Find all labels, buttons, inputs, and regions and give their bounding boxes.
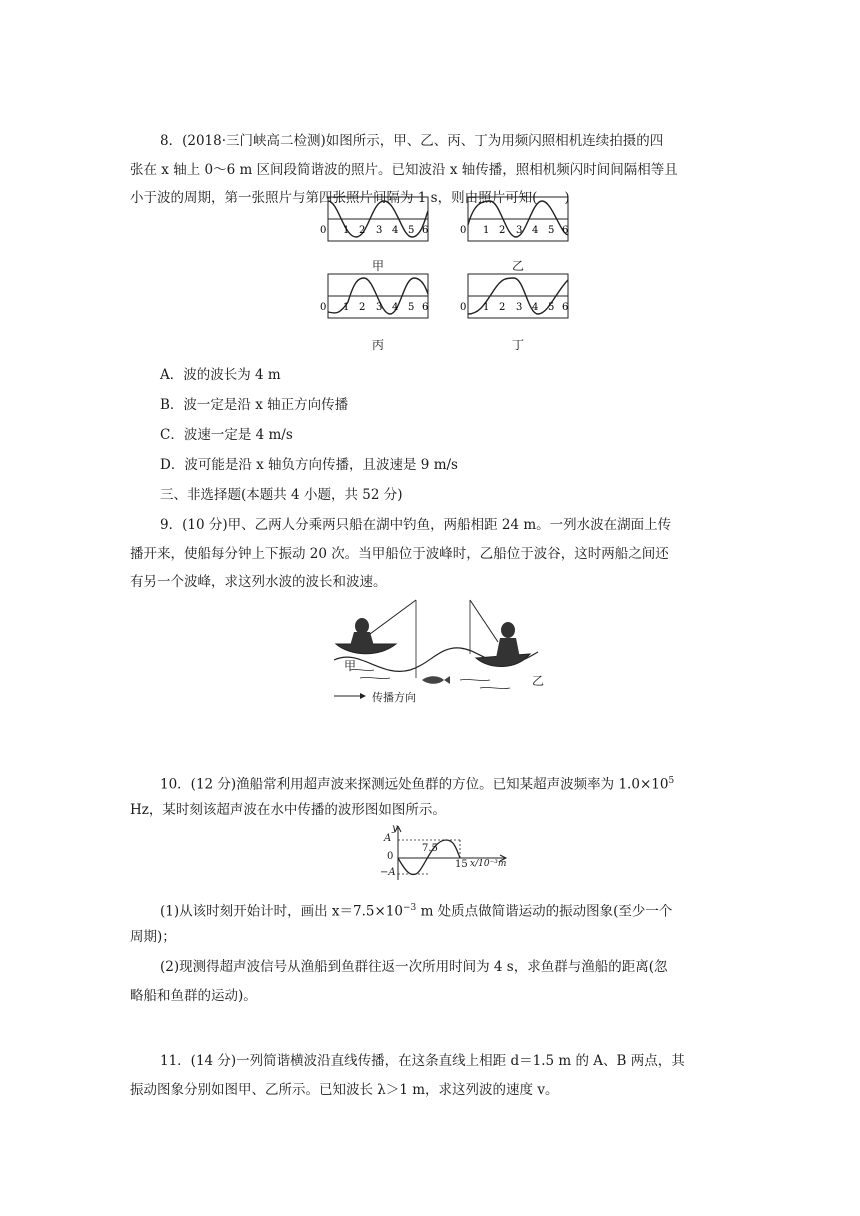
graph-tick-7-5: 7.5 xyxy=(422,843,438,854)
q10-line-1: 10．(12 分)渔船常利用超声波来探测远处鱼群的方位。已知某超声波频率为 $1.0\times 10^5$ xyxy=(160,776,675,793)
svg-text:3: 3 xyxy=(376,302,383,313)
svg-text:5: 5 xyxy=(408,302,415,313)
q9-line-3: 有另一个波峰，求这列水波的波长和波速。 xyxy=(130,574,387,590)
q11-line-2: 振动图象分别如图甲、乙所示。已知波长 λ＞1 m，求这列波的速度 v。 xyxy=(130,1082,559,1098)
svg-text:1: 1 xyxy=(483,225,490,236)
svg-text:4: 4 xyxy=(392,302,399,313)
graph-neg-a-label: −A xyxy=(380,867,396,878)
tick-0: 0 xyxy=(320,225,327,236)
caption-jia: 甲 xyxy=(372,259,385,273)
q8-line-3: 小于波的周期，第一张照片与第四张照片间隔为 1 s，则由照片可知( ) xyxy=(130,190,570,206)
svg-text:4: 4 xyxy=(532,302,539,313)
graph-x-label: x/10⁻³m xyxy=(470,859,507,869)
svg-text:2: 2 xyxy=(359,302,366,313)
svg-text:0: 0 xyxy=(320,302,327,313)
svg-text:3: 3 xyxy=(516,302,523,313)
svg-text:2: 2 xyxy=(499,302,506,313)
caption-ding: 丁 xyxy=(512,338,525,352)
svg-text:5: 5 xyxy=(548,302,555,313)
svg-text:5: 5 xyxy=(408,225,415,236)
q8-option-a: A．波的波长为 4 m xyxy=(160,367,281,383)
svg-text:4: 4 xyxy=(392,225,399,236)
svg-text:4: 4 xyxy=(532,225,539,236)
svg-text:0: 0 xyxy=(460,302,467,313)
svg-text:1: 1 xyxy=(483,302,490,313)
wave-photo-yi xyxy=(458,195,578,245)
propagation-direction-label: 传播方向 xyxy=(372,691,416,704)
wave-photo-bing xyxy=(318,272,438,322)
q9-line-1: 9．(10 分)甲、乙两人分乘两只船在湖中钓鱼，两船相距 24 m。一列水波在湖面上传 xyxy=(160,517,672,533)
boat-label-jia: 甲 xyxy=(344,659,357,673)
q8-option-b: B．波一定是沿 x 轴正方向传播 xyxy=(160,397,349,413)
svg-text:1: 1 xyxy=(343,225,350,236)
caption-yi: 乙 xyxy=(512,259,525,273)
q10-part2-line-1: (2)现测得超声波信号从渔船到鱼群往返一次所用时间为 4 s，求鱼群与渔船的距离(忽 xyxy=(160,959,668,975)
q10-part1-line-1: (1)从该时刻开始计时，画出 $x=7.5\times 10^{-3}$ m 处质点做简谐运动的振动图象(至少一个 xyxy=(160,903,673,920)
q10-line-2: Hz，某时刻该超声波在水中传播的波形图如图所示。 xyxy=(130,802,446,818)
wave-photo-jia xyxy=(318,195,438,245)
boat-label-yi: 乙 xyxy=(532,674,545,688)
svg-text:6: 6 xyxy=(562,302,569,313)
svg-text:3: 3 xyxy=(516,225,523,236)
svg-text:6: 6 xyxy=(422,225,429,236)
wave-photo-ding xyxy=(458,272,578,322)
q8-option-d: D．波可能是沿 x 轴负方向传播，且波速是 9 m/s xyxy=(160,457,458,473)
svg-text:3: 3 xyxy=(376,225,383,236)
section-heading: 三、非选择题(本题共 4 小题，共 52 分) xyxy=(160,487,403,503)
graph-zero-label: 0 xyxy=(387,851,394,862)
svg-text:6: 6 xyxy=(562,225,569,236)
graph-y-label: y xyxy=(392,823,398,834)
svg-text:1: 1 xyxy=(343,302,350,313)
q9-line-2: 播开来，使船每分钟上下振动 20 次。当甲船位于波峰时，乙船位于波谷，这时两船之间还 xyxy=(130,546,669,562)
caption-bing: 丙 xyxy=(372,338,385,352)
q8-option-c: C．波速一定是 4 m/s xyxy=(160,427,293,443)
svg-text:5: 5 xyxy=(548,225,555,236)
fishing-boats-illustration xyxy=(330,598,540,706)
q10-part2-line-2: 略船和鱼群的运动)。 xyxy=(130,988,257,1004)
svg-text:0: 0 xyxy=(460,225,467,236)
svg-text:2: 2 xyxy=(359,225,366,236)
svg-text:6: 6 xyxy=(422,302,429,313)
ultrasonic-waveform-graph xyxy=(380,826,510,882)
graph-a-label: A xyxy=(384,833,392,844)
q10-part1-line-2: 周期)； xyxy=(130,929,176,945)
q8-line-2: 张在 x 轴上 0～6 m 区间段简谐波的照片。已知波沿 x 轴传播，照相机频闪时间间隔相等且 xyxy=(130,162,678,178)
q8-line-1: 8．(2018·三门峡高二检测)如图所示，甲、乙、丙、丁为用频闪照相机连续拍摄的四 xyxy=(160,133,664,149)
graph-tick-15: 15 xyxy=(455,859,468,870)
svg-text:2: 2 xyxy=(499,225,506,236)
q11-line-1: 11．(14 分)一列简谐横波沿直线传播，在这条直线上相距 d＝1.5 m 的 A、B 两点，其 xyxy=(160,1053,685,1069)
